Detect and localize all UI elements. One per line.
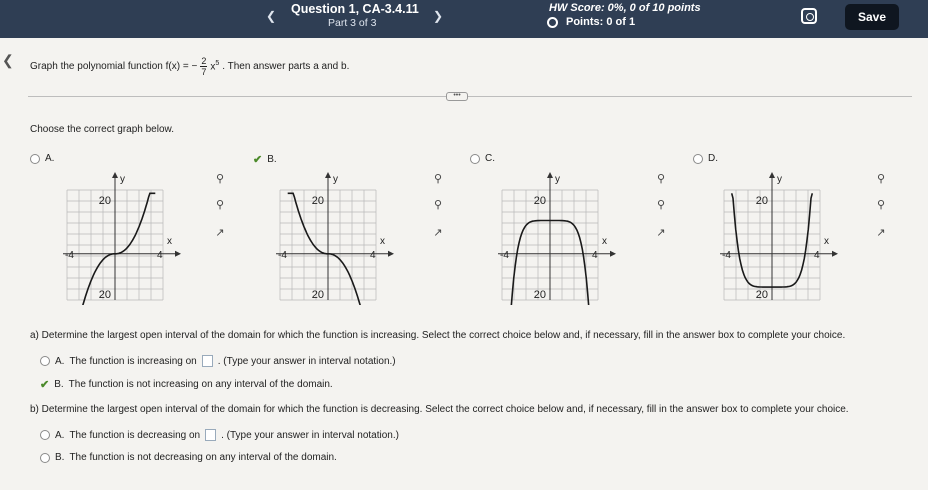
fraction [200,56,207,77]
tick-label-right: 4 [592,249,598,261]
collapse-arrow-icon[interactable]: ❮ [2,52,14,68]
part-a-choice-b[interactable] [40,378,333,391]
chevron-right-icon[interactable]: ❯ [433,9,444,23]
tick-label-top: 20 [533,195,546,207]
graph-c [490,170,630,305]
tick-label-right: 4 [370,249,376,261]
prompt-tail: . Then answer parts a and b. [222,61,350,72]
tick-label-right: 4 [814,249,820,261]
question-prompt [30,56,349,77]
choose-instruction: Choose the correct graph below. [30,124,174,135]
option-c[interactable] [470,153,495,164]
y-label: y [555,174,560,185]
zoom-out-icon[interactable]: ⚲ [433,199,443,211]
y-axis-arrow [769,172,775,178]
external-link-icon[interactable]: ↗ [656,227,666,239]
graph-d [712,170,862,305]
answer-input[interactable] [205,429,216,441]
option-c-label: C. [485,153,495,164]
zoom-in-icon[interactable]: ⚲ [433,173,443,185]
radio-a[interactable] [30,154,40,164]
choice-letter: A. [55,429,65,441]
zoom-in-icon[interactable]: ⚲ [215,173,225,185]
tick-label-bottom: 20 [98,289,111,301]
choice-a-text: The function is increasing on [69,355,197,367]
tick-label-bottom: 20 [533,289,546,301]
question-part: Part 3 of 3 [328,17,377,29]
fraction-numerator: 2 [201,56,207,66]
x-label: x [824,235,829,247]
zoom-in-icon[interactable]: ⚲ [876,173,886,185]
graph-a [55,170,195,305]
option-d[interactable] [693,153,718,164]
choice-a-tail: . (Type your answer in interval notation.) [221,429,399,441]
x-label: x [602,235,607,247]
y-label: y [777,174,782,185]
tick-label-left: -4 [722,249,731,261]
question-title: Question 1, CA-3.4.11 [291,2,419,16]
tick-label-bottom: 20 [311,289,324,301]
y-axis-arrow [547,172,553,178]
radio-a[interactable] [40,430,50,440]
chevron-left-icon[interactable]: ❮ [266,9,277,23]
part-b-question: b) Determine the largest open interval of the domain for which the function is decreasing. Select the correct choice below and, if necessary, fill in the answer box to complete your choice. [30,404,849,415]
external-link-icon[interactable]: ↗ [433,227,443,239]
exponent: 5 [215,60,220,68]
option-b-label: B. [267,154,277,165]
answer-input[interactable] [202,355,213,367]
external-link-icon[interactable]: ↗ [215,227,225,239]
save-button[interactable]: Save [845,4,899,30]
zoom-out-icon[interactable]: ⚲ [215,199,225,211]
zoom-in-icon[interactable]: ⚲ [656,173,666,185]
tick-label-bottom: 20 [755,289,768,301]
checkmark-icon: ✔ [253,154,263,166]
settings-icon[interactable] [801,8,817,24]
radio-c[interactable] [470,154,480,164]
divider [28,96,912,97]
choice-letter: B. [55,452,65,463]
option-b[interactable] [253,153,277,166]
hw-score: HW Score: 0%, 0 of 10 points [549,2,701,14]
choice-b-text: The function is not increasing on any interval of the domain. [68,379,333,390]
x-label: x [380,235,385,247]
tick-label-top: 20 [311,195,324,207]
points-status-icon [547,17,558,28]
points: Points: 0 of 1 [566,16,636,28]
tick-label-left: -4 [500,249,509,261]
tick-label-left: -4 [278,249,287,261]
radio-d[interactable] [693,154,703,164]
tick-label-top: 20 [98,195,111,207]
x-axis-arrow [175,251,181,257]
zoom-out-icon[interactable]: ⚲ [656,199,666,211]
header-bar [0,0,928,38]
x-axis-arrow [610,251,616,257]
x-axis-arrow [832,251,838,257]
x-label: x [167,235,172,247]
function-variable: $x^5$ [210,60,220,73]
radio-a[interactable] [40,356,50,366]
prompt-text: Graph the polynomial function f(x) = − [30,61,198,72]
tick-label-right: 4 [157,249,163,261]
checkmark-icon: ✔ [40,379,50,391]
choice-letter: B. [54,379,64,390]
option-a-label: A. [45,153,55,164]
y-axis-arrow [325,172,331,178]
choice-b-text: The function is not decreasing on any interval of the domain. [69,452,337,463]
part-b-choice-b[interactable] [40,452,337,463]
choice-a-tail: . (Type your answer in interval notation.) [217,355,396,367]
option-a[interactable] [30,153,54,164]
radio-b[interactable] [40,453,50,463]
more-button[interactable]: ••• [446,92,468,101]
y-axis-arrow [112,172,118,178]
y-label: y [333,174,338,185]
tick-label-top: 20 [755,195,768,207]
option-d-label: D. [708,153,718,164]
tick-label-left: -4 [65,249,74,261]
external-link-icon[interactable]: ↗ [876,227,886,239]
part-a-question: a) Determine the largest open interval of the domain for which the function is increasing. Select the correct choice below and, if necessary, fill in the answer box to complete your choice. [30,330,846,341]
choice-letter: A. [55,355,65,367]
part-b-choice-a[interactable] [40,429,399,441]
graph-b [268,170,408,305]
part-a-choice-a[interactable] [40,355,396,367]
fraction-denominator: 7 [201,67,207,77]
choice-a-text: The function is decreasing on [69,429,201,441]
y-label: y [120,174,125,185]
zoom-out-icon[interactable]: ⚲ [876,199,886,211]
x-axis-arrow [388,251,394,257]
